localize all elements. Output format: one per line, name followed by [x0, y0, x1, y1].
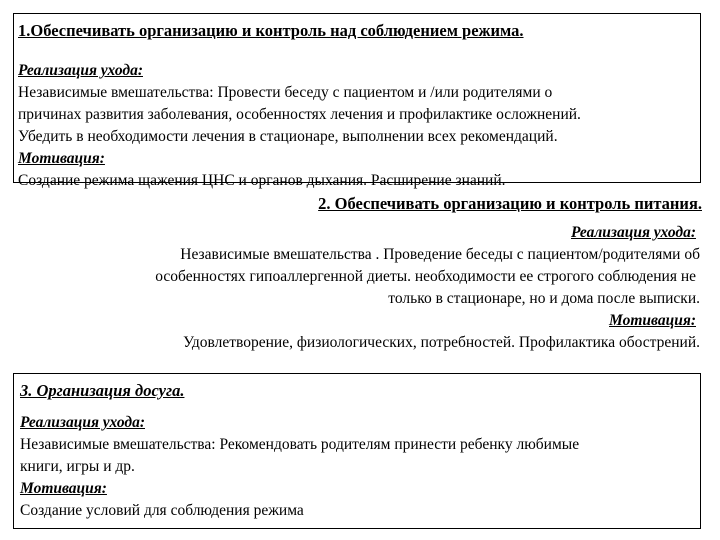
care-text-line: Независимые вмешательства . Проведение беседы с пациентом/родителями об: [180, 246, 700, 263]
care-label: Реализация ухода:: [18, 62, 143, 79]
motivation-label: Мотивация:: [20, 480, 107, 497]
care-label: Реализация ухода:: [20, 414, 145, 431]
section-nutrition-control: [13, 191, 705, 359]
care-text-line: Убедить в необходимости лечения в стационаре, выполнении всех рекомендаций.: [18, 128, 558, 145]
section-heading: 3. Организация досуга.: [20, 381, 185, 400]
care-text-line: причинах развития заболевания, особенностях лечения и профилактике осложнений.: [18, 106, 581, 123]
motivation-text-line: Удовлетворение, физиологических, потребностей. Профилактика обострений.: [183, 334, 700, 351]
care-text-line: Независимые вмешательства: Провести беседу с пациентом и /или родителями о: [18, 84, 553, 101]
care-text-line: книги, игры и др.: [20, 458, 135, 475]
section-heading: 2. Обеспечивать организацию и контроль питания.: [318, 194, 702, 213]
section-heading: 1.Обеспечивать организацию и контроль над соблюдением режима.: [18, 21, 524, 40]
section-leisure: [13, 373, 701, 529]
section-body: [20, 412, 696, 522]
care-text-line: особенностях гипоаллергенной диеты. необходимости ее строгого соблюдения не: [155, 268, 696, 285]
motivation-label: Мотивация:: [18, 150, 105, 167]
care-text-line: только в стационаре, но и дома после выписки.: [388, 290, 700, 307]
care-text-line: Независимые вмешательства: Рекомендовать родителям принести ребенку любимые: [20, 436, 580, 453]
motivation-text-line: Создание условий для соблюдения режима: [20, 502, 304, 519]
section-regime-control: [13, 13, 701, 189]
motivation-label: Мотивация:: [609, 312, 696, 329]
motivation-text-line: Создание режима щажения ЦНС и органов дыхания. Расширение знаний.: [18, 172, 506, 189]
section-body: [18, 60, 698, 192]
care-label: Реализация ухода:: [571, 224, 696, 241]
section-body: [14, 222, 704, 354]
